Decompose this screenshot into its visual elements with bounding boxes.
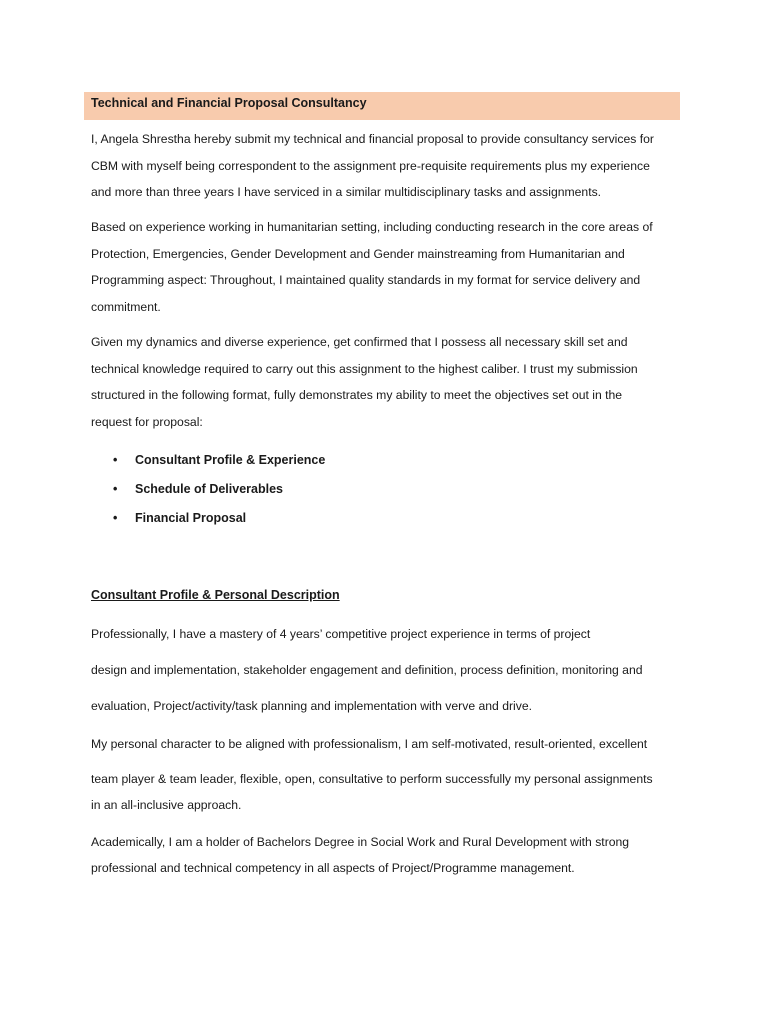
intro-line: CBM with myself being correspondent to the assignment pre-requisite requirements plus my experience <box>91 158 650 173</box>
profile-line: professional and technical competency in all aspects of Project/Programme management. <box>91 861 575 875</box>
list-item-label: Consultant Profile & Experience <box>135 453 326 467</box>
profile-line: design and implementation, stakeholder engagement and definition, process definition, monitoring and <box>91 663 643 677</box>
list-item-label: Financial Proposal <box>135 511 247 525</box>
experience-line: commitment. <box>91 299 161 314</box>
experience-paragraph <box>91 214 691 320</box>
profile-line: in an all-inclusive approach. <box>91 798 242 812</box>
document-title: Technical and Financial Proposal Consultancy <box>91 96 367 110</box>
experience-line: Based on experience working in humanitarian setting, including conducting research in the core areas of <box>91 220 653 234</box>
dynamics-line: request for proposal: <box>91 414 203 429</box>
experience-line: Programming aspect: Throughout, I maintained quality standards in my format for service delivery and <box>91 273 641 287</box>
dynamics-paragraph <box>91 329 691 435</box>
intro-line: and more than three years I have serviced in a similar multidisciplinary tasks and assignments. <box>91 185 602 199</box>
bullet-marker: • <box>113 453 118 467</box>
experience-line: Protection, Emergencies, Gender Development and Gender mainstreaming from Humanitarian and <box>91 246 625 261</box>
dynamics-line: structured in the following format, fully demonstrates my ability to meet the objectives set out in the <box>91 388 623 402</box>
bullet-marker: • <box>113 511 118 525</box>
dynamics-line: technical knowledge required to carry out this assignment to the highest caliber. I trust my submission <box>91 361 638 376</box>
profile-line: team player & team leader, flexible, open, consultative to perform successfully my personal assignments <box>91 772 653 786</box>
profile-line: evaluation, Project/activity/task planning and implementation with verve and drive. <box>91 699 533 713</box>
profile-line: Professionally, I have a mastery of 4 years’ competitive project experience in terms of project <box>91 627 591 641</box>
dynamics-line: Given my dynamics and diverse experience, get confirmed that I possess all necessary skill set and <box>91 335 628 349</box>
intro-line: I, Angela Shrestha hereby submit my technical and financial proposal to provide consultancy services for <box>91 132 654 146</box>
profile-line: Academically, I am a holder of Bachelors Degree in Social Work and Rural Development with strong <box>91 835 630 849</box>
profile-line: My personal character to be aligned with professionalism, I am self-motivated, result-oriented, excellent <box>91 737 648 751</box>
list-item-label: Schedule of Deliverables <box>135 482 283 496</box>
bullet-marker: • <box>113 482 118 496</box>
section-heading: Consultant Profile & Personal Description <box>91 588 340 602</box>
intro-paragraph <box>91 126 691 206</box>
